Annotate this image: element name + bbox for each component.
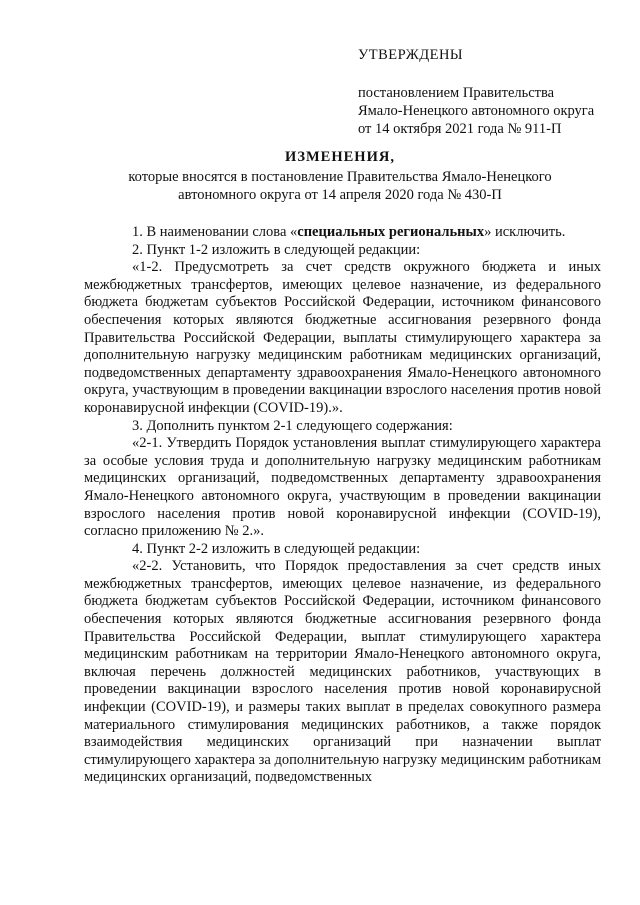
paragraph-quote-2-1: «2-1. Утвердить Порядок установления выплат стимулирующего характера за особые условия труда и дополнительную нагрузку медицинским работникам медицинских организаций, подведомственных департаменту здравоохранения Ямало-Ненецкого автономного округа, участвующим в проведении вакцинации взрослого населения против новой коронавирусной инфекции (COVID-19), согласно приложению № 2.». [84, 435, 601, 540]
paragraph-quote-2-2: «2-2. Установить, что Порядок предоставления за счет средств иных межбюджетных трансфертов, имеющих целевое назначение, из федерального бюджета бюджетам субъектов Российской Федерации, источником финансового обеспечения которых являются бюджетные ассигнования резервного фонда Правительства Российской Федерации, выплат стимулирующего характера медицинским работникам на территории Ямало-Ненецкого автономного округа, включая перечень должностей медицинских работников, участвующих в проведении вакцинации взрослого населения против новой коронавирусной инфекции (COVID-19), и размеры таких выплат в пределах совокупного размера материального стимулирования медицинских работников, а также порядок взаимодействия медицинских организаций при назначении выплат стимулирующего характера за дополнительную нагрузку медицинским работникам медицинских организаций, подведомственных [84, 558, 601, 786]
paragraph-item-3: 3. Дополнить пунктом 2-1 следующего содержания: [132, 417, 453, 434]
item-1-suffix: » исключить. [484, 224, 566, 240]
approval-line-2: Ямало-Ненецкого автономного округа [358, 103, 595, 119]
document-subtitle: которые вносятся в постановление Правительства Ямало-Ненецкого автономного округа от 14 апреля 2020 года № 430-П [128, 169, 552, 203]
paragraph-item-2: 2. Пункт 1-2 изложить в следующей редакции: [132, 241, 421, 258]
document-title: ИЗМЕНЕНИЯ, [285, 149, 395, 165]
approval-line-1: постановлением Правительства [358, 85, 555, 101]
document-header [60, 148, 620, 204]
approval-line-3: от 14 октября 2021 года № 911-П [358, 121, 562, 137]
paragraph-quote-1-2: «1-2. Предусмотреть за счет средств окружного бюджета и иных межбюджетных трансфертов, имеющих целевое назначение, из федерального бюджета бюджетам субъектов Российской Федерации, источником финансового обеспечения которых являются бюджетные ассигнования резервного фонда Правительства Российской Федерации, выплаты стимулирующего характера за дополнительную нагрузку медицинским работникам медицинских организаций, подведомственных департаменту здравоохранения Ямало-Ненецкого автономного округа, участвующим в проведении вакцинации взрослого населения против новой коронавирусной инфекции (COVID-19).». [84, 259, 601, 416]
approval-title: УТВЕРЖДЕНЫ [358, 47, 464, 63]
item-1-bold-words: специальных региональных [297, 224, 485, 240]
document-body [84, 224, 601, 787]
paragraph-item-1 [84, 224, 601, 242]
item-1-prefix: 1. В наименовании слова « [132, 224, 298, 240]
approval-block [358, 46, 618, 138]
paragraph-item-4: 4. Пункт 2-2 изложить в следующей редакции: [132, 540, 421, 557]
